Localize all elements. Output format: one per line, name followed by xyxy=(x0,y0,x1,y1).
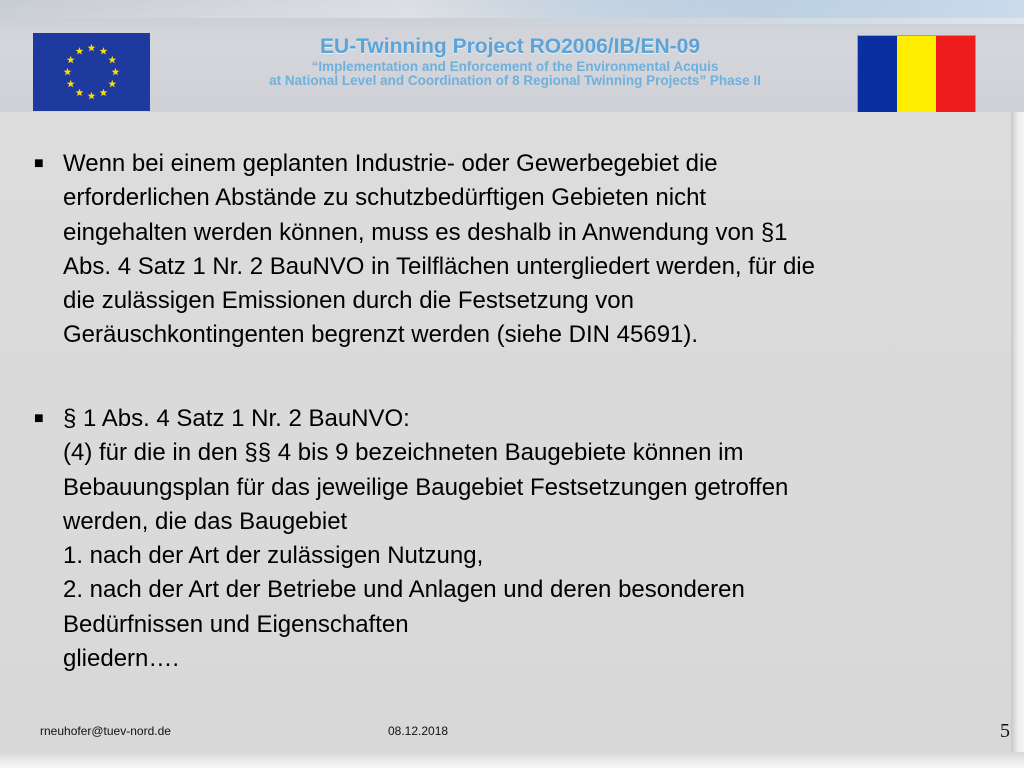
eu-star-icon xyxy=(76,89,84,97)
bullet-text xyxy=(63,402,984,676)
text-line: die zulässigen Emissionen durch die Festsetzung von xyxy=(63,287,634,315)
text-line: erforderlichen Abstände zu schutzbedürftigen Gebieten nicht xyxy=(63,184,707,212)
flag-stripe-red xyxy=(936,36,975,112)
eu-flag-icon xyxy=(33,33,150,111)
text-line: 2. nach der Art der Betriebe und Anlagen und deren besonderen xyxy=(63,576,745,604)
eu-star-icon xyxy=(67,80,75,88)
eu-star-icon xyxy=(100,47,108,55)
bullet-text xyxy=(63,147,984,353)
text-line: werden, die das Baugebiet xyxy=(63,507,348,535)
bullet-item-1 xyxy=(34,147,984,353)
text-line: § 1 Abs. 4 Satz 1 Nr. 2 BauNVO: xyxy=(63,405,410,432)
eu-star-icon xyxy=(108,56,116,64)
footer-date: 08.12.2018 xyxy=(388,724,449,738)
eu-star-icon xyxy=(100,89,108,97)
text-line: Geräuschkontingenten begrenzt werden (siehe DIN 45691). xyxy=(63,321,699,349)
bullet-marker: ■ xyxy=(34,155,44,172)
project-subtitle-line-1: “Implementation and Enforcement of the Environmental Acquis xyxy=(311,59,719,74)
flag-stripe-blue xyxy=(858,36,897,112)
flag-stripe-yellow xyxy=(897,36,936,112)
text-line: Wenn bei einem geplanten Industrie- oder Gewerbegebiet die xyxy=(63,150,718,177)
bullet-marker: ■ xyxy=(34,410,44,427)
eu-star-icon xyxy=(67,56,75,64)
text-line: Bedürfnissen und Eigenschaften xyxy=(63,610,409,638)
project-title: EU-Twinning Project RO2006/IB/EN-09 xyxy=(319,35,701,58)
eu-star-icon xyxy=(108,80,116,88)
eu-star-icon xyxy=(88,92,96,100)
footer-email: rneuhofer@tuev-nord.de xyxy=(40,724,171,738)
eu-star-icon xyxy=(64,68,72,76)
eu-star-icon xyxy=(88,44,96,52)
slide-header xyxy=(0,0,1024,112)
text-line: eingehalten werden können, muss es deshalb in Anwendung von §1 xyxy=(63,218,788,246)
panel-right-edge xyxy=(1011,112,1024,768)
eu-star-icon xyxy=(112,68,120,76)
project-subtitle-line-2: at National Level and Coordination of 8 Regional Twinning Projects” Phase II xyxy=(269,73,761,88)
eu-star-icon xyxy=(76,47,84,55)
text-line: gliedern…. xyxy=(63,645,180,673)
panel-bottom-edge xyxy=(0,752,1024,768)
bullet-item-2 xyxy=(34,402,984,676)
text-line: 1. nach der Art der zulässigen Nutzung, xyxy=(63,542,484,570)
page-number: 5 xyxy=(1000,720,1010,742)
romania-flag-icon xyxy=(858,36,975,112)
text-line: Abs. 4 Satz 1 Nr. 2 BauNVO in Teilflächen untergliedert werden, für die xyxy=(63,252,815,280)
text-line: Bebauungsplan für das jeweilige Baugebiet Festsetzungen getroffen xyxy=(63,473,789,501)
header-decoration-highlight xyxy=(480,0,1024,24)
text-line: (4) für die in den §§ 4 bis 9 bezeichneten Baugebiete können im xyxy=(63,439,744,467)
